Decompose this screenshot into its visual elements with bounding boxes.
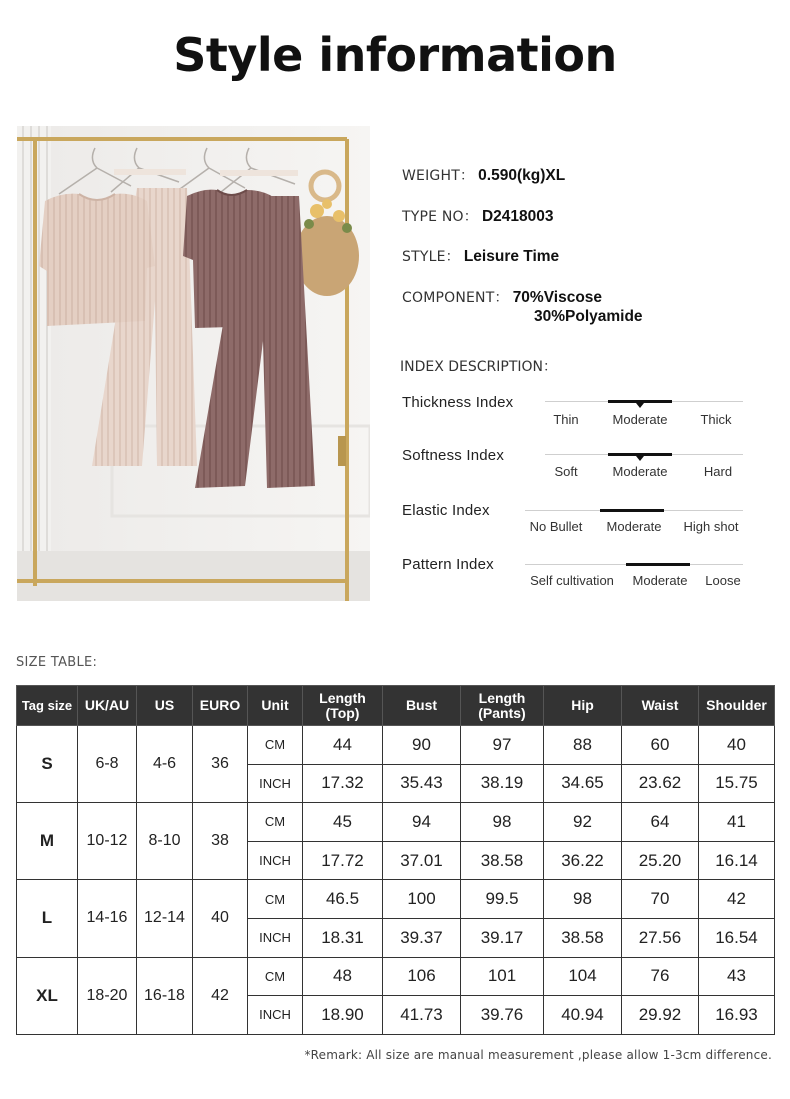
measure-cell: 60 bbox=[622, 726, 699, 765]
size-euro-cell: 38 bbox=[193, 803, 248, 880]
col-header-euro: EURO bbox=[193, 686, 248, 726]
col-header-bust: Bust bbox=[383, 686, 461, 726]
size-us-cell: 4-6 bbox=[137, 726, 193, 803]
measure-cell: 34.65 bbox=[544, 764, 622, 803]
measure-cell: 42 bbox=[699, 880, 775, 919]
style-label: STYLE： bbox=[402, 249, 460, 265]
measure-cell: 35.43 bbox=[383, 764, 461, 803]
measure-cell: 88 bbox=[544, 726, 622, 765]
measure-cell: 16.93 bbox=[699, 996, 775, 1035]
size-table-header-row bbox=[17, 686, 775, 726]
type-label: TYPE NO： bbox=[402, 209, 478, 225]
table-row bbox=[17, 803, 775, 842]
size-euro-cell: 36 bbox=[193, 726, 248, 803]
size-tag-cell: L bbox=[17, 880, 78, 957]
pattern-option-mid: Moderate bbox=[632, 573, 688, 588]
size-uk-cell: 18-20 bbox=[78, 957, 137, 1034]
col-header-hip: Hip bbox=[544, 686, 622, 726]
table-row bbox=[17, 726, 775, 765]
weight-info bbox=[402, 165, 565, 185]
unit-cell: CM bbox=[248, 957, 303, 996]
component-value-1: 70%Viscose bbox=[512, 289, 603, 306]
component-info bbox=[402, 287, 602, 307]
elastic-option-high: High shot bbox=[683, 519, 739, 534]
softness-option-low: Soft bbox=[554, 464, 578, 479]
page-title: Style information bbox=[173, 28, 617, 82]
measure-cell: 40 bbox=[699, 726, 775, 765]
col-header-uk-au: UK/AU bbox=[78, 686, 137, 726]
measure-cell: 97 bbox=[461, 726, 544, 765]
weight-label: WEIGHT： bbox=[402, 168, 475, 184]
measure-cell: 44 bbox=[303, 726, 383, 765]
size-uk-cell: 6-8 bbox=[78, 726, 137, 803]
unit-cell: CM bbox=[248, 880, 303, 919]
measure-cell: 98 bbox=[544, 880, 622, 919]
index-heading: INDEX DESCRIPTION： bbox=[400, 359, 558, 375]
softness-option-high: Hard bbox=[703, 464, 733, 479]
thickness-option-low: Thin bbox=[553, 412, 579, 427]
measure-cell: 18.90 bbox=[303, 996, 383, 1035]
product-photo bbox=[17, 126, 370, 601]
type-value: D2418003 bbox=[481, 208, 554, 225]
measure-cell: 38.58 bbox=[544, 918, 622, 957]
measure-cell: 104 bbox=[544, 957, 622, 996]
pattern-option-low: Self cultivation bbox=[530, 573, 614, 588]
unit-cell: INCH bbox=[248, 841, 303, 880]
size-us-cell: 16-18 bbox=[137, 957, 193, 1034]
thickness-option-mid: Moderate bbox=[612, 412, 668, 427]
measure-cell: 17.72 bbox=[303, 841, 383, 880]
unit-cell: INCH bbox=[248, 764, 303, 803]
softness-index-label: Softness Index bbox=[402, 447, 505, 464]
type-info bbox=[402, 206, 553, 226]
measure-cell: 38.19 bbox=[461, 764, 544, 803]
col-header-length-top: Length (Top) bbox=[303, 686, 383, 726]
measure-cell: 41 bbox=[699, 803, 775, 842]
pattern-option-high: Loose bbox=[705, 573, 741, 588]
measure-cell: 18.31 bbox=[303, 918, 383, 957]
col-header-length-pants: Length (Pants) bbox=[461, 686, 544, 726]
size-us-cell: 8-10 bbox=[137, 803, 193, 880]
table-row bbox=[17, 957, 775, 996]
measure-cell: 16.54 bbox=[699, 918, 775, 957]
unit-cell: INCH bbox=[248, 918, 303, 957]
style-info bbox=[402, 246, 559, 266]
measure-cell: 37.01 bbox=[383, 841, 461, 880]
pattern-selected-mark bbox=[626, 563, 690, 566]
weight-value: 0.590(kg)XL bbox=[478, 167, 566, 184]
measure-cell: 41.73 bbox=[383, 996, 461, 1035]
measure-cell: 39.37 bbox=[383, 918, 461, 957]
measure-cell: 23.62 bbox=[622, 764, 699, 803]
measure-cell: 99.5 bbox=[461, 880, 544, 919]
elastic-index-label: Elastic Index bbox=[402, 502, 490, 519]
measure-cell: 16.14 bbox=[699, 841, 775, 880]
col-header-us: US bbox=[137, 686, 193, 726]
unit-cell: CM bbox=[248, 803, 303, 842]
elastic-option-mid: Moderate bbox=[606, 519, 662, 534]
elastic-selected-mark bbox=[600, 509, 664, 512]
size-euro-cell: 40 bbox=[193, 880, 248, 957]
measure-cell: 39.76 bbox=[461, 996, 544, 1035]
measure-cell: 106 bbox=[383, 957, 461, 996]
measure-cell: 70 bbox=[622, 880, 699, 919]
style-value: Leisure Time bbox=[463, 248, 560, 265]
size-tag-cell: XL bbox=[17, 957, 78, 1034]
thickness-option-high: Thick bbox=[700, 412, 732, 427]
thickness-pointer-icon bbox=[636, 403, 644, 408]
col-header-tag-size: Tag size bbox=[17, 686, 78, 726]
elastic-option-low: No Bullet bbox=[529, 519, 583, 534]
measure-cell: 90 bbox=[383, 726, 461, 765]
measure-cell: 101 bbox=[461, 957, 544, 996]
size-tag-cell: S bbox=[17, 726, 78, 803]
size-table-heading: SIZE TABLE: bbox=[16, 655, 98, 670]
measure-cell: 100 bbox=[383, 880, 461, 919]
pattern-index-label: Pattern Index bbox=[402, 556, 494, 573]
size-tag-cell: M bbox=[17, 803, 78, 880]
measure-cell: 17.32 bbox=[303, 764, 383, 803]
size-uk-cell: 10-12 bbox=[78, 803, 137, 880]
measure-cell: 39.17 bbox=[461, 918, 544, 957]
component-label: COMPONENT： bbox=[402, 290, 509, 306]
measure-cell: 76 bbox=[622, 957, 699, 996]
size-euro-cell: 42 bbox=[193, 957, 248, 1034]
measure-cell: 64 bbox=[622, 803, 699, 842]
measure-cell: 36.22 bbox=[544, 841, 622, 880]
measure-cell: 43 bbox=[699, 957, 775, 996]
measure-cell: 38.58 bbox=[461, 841, 544, 880]
measure-cell: 92 bbox=[544, 803, 622, 842]
size-uk-cell: 14-16 bbox=[78, 880, 137, 957]
size-table bbox=[16, 685, 775, 1035]
measure-cell: 29.92 bbox=[622, 996, 699, 1035]
col-header-waist: Waist bbox=[622, 686, 699, 726]
measure-cell: 15.75 bbox=[699, 764, 775, 803]
col-header-unit: Unit bbox=[248, 686, 303, 726]
measure-cell: 46.5 bbox=[303, 880, 383, 919]
measure-cell: 48 bbox=[303, 957, 383, 996]
measure-cell: 98 bbox=[461, 803, 544, 842]
col-header-shoulder: Shoulder bbox=[699, 686, 775, 726]
thickness-index-label: Thickness Index bbox=[402, 394, 514, 411]
measure-cell: 25.20 bbox=[622, 841, 699, 880]
measure-cell: 27.56 bbox=[622, 918, 699, 957]
remark-note: *Remark: All size are manual measurement ,please allow 1-3cm difference. bbox=[304, 1048, 772, 1062]
softness-pointer-icon bbox=[636, 456, 644, 461]
component-value-2: 30%Polyamide bbox=[534, 308, 643, 325]
unit-cell: INCH bbox=[248, 996, 303, 1035]
measure-cell: 94 bbox=[383, 803, 461, 842]
size-us-cell: 12-14 bbox=[137, 880, 193, 957]
measure-cell: 40.94 bbox=[544, 996, 622, 1035]
table-row bbox=[17, 880, 775, 919]
unit-cell: CM bbox=[248, 726, 303, 765]
softness-option-mid: Moderate bbox=[612, 464, 668, 479]
measure-cell: 45 bbox=[303, 803, 383, 842]
